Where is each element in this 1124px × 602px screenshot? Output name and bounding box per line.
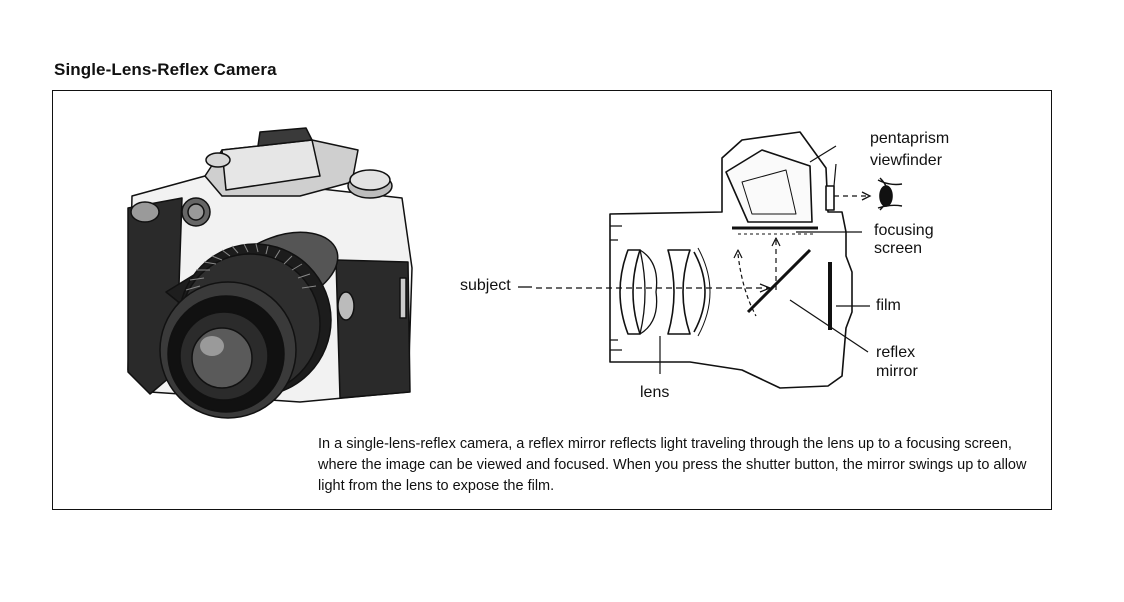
label-focusing-screen-line2: screen	[874, 240, 923, 257]
optical-axis	[518, 192, 870, 292]
figure-caption: In a single-lens-reflex camera, a reflex mirror reflects light traveling through the lens up to a focusing screen, where the image can be viewed and focused. When you press the shutter button, the mirror swings up to allow light from the lens to expose the film.	[318, 436, 1027, 494]
label-viewfinder: viewfinder	[870, 152, 943, 169]
label-subject: subject	[460, 277, 511, 294]
reflex-mirror-shape	[748, 250, 810, 312]
page-title: Single-Lens-Reflex Camera	[54, 60, 277, 79]
label-reflex-mirror-line1: reflex	[876, 344, 916, 361]
label-film: film	[876, 297, 901, 314]
label-lens: lens	[640, 384, 670, 401]
pentaprism-shape	[726, 150, 812, 222]
viewfinder-eyepiece	[826, 186, 834, 210]
label-focusing-screen-line1: focusing	[874, 222, 934, 239]
slr-cross-section	[610, 132, 902, 388]
label-pentaprism: pentaprism	[870, 130, 950, 147]
label-reflex-mirror-line2: mirror	[876, 363, 918, 380]
camera-illustration	[128, 128, 412, 418]
